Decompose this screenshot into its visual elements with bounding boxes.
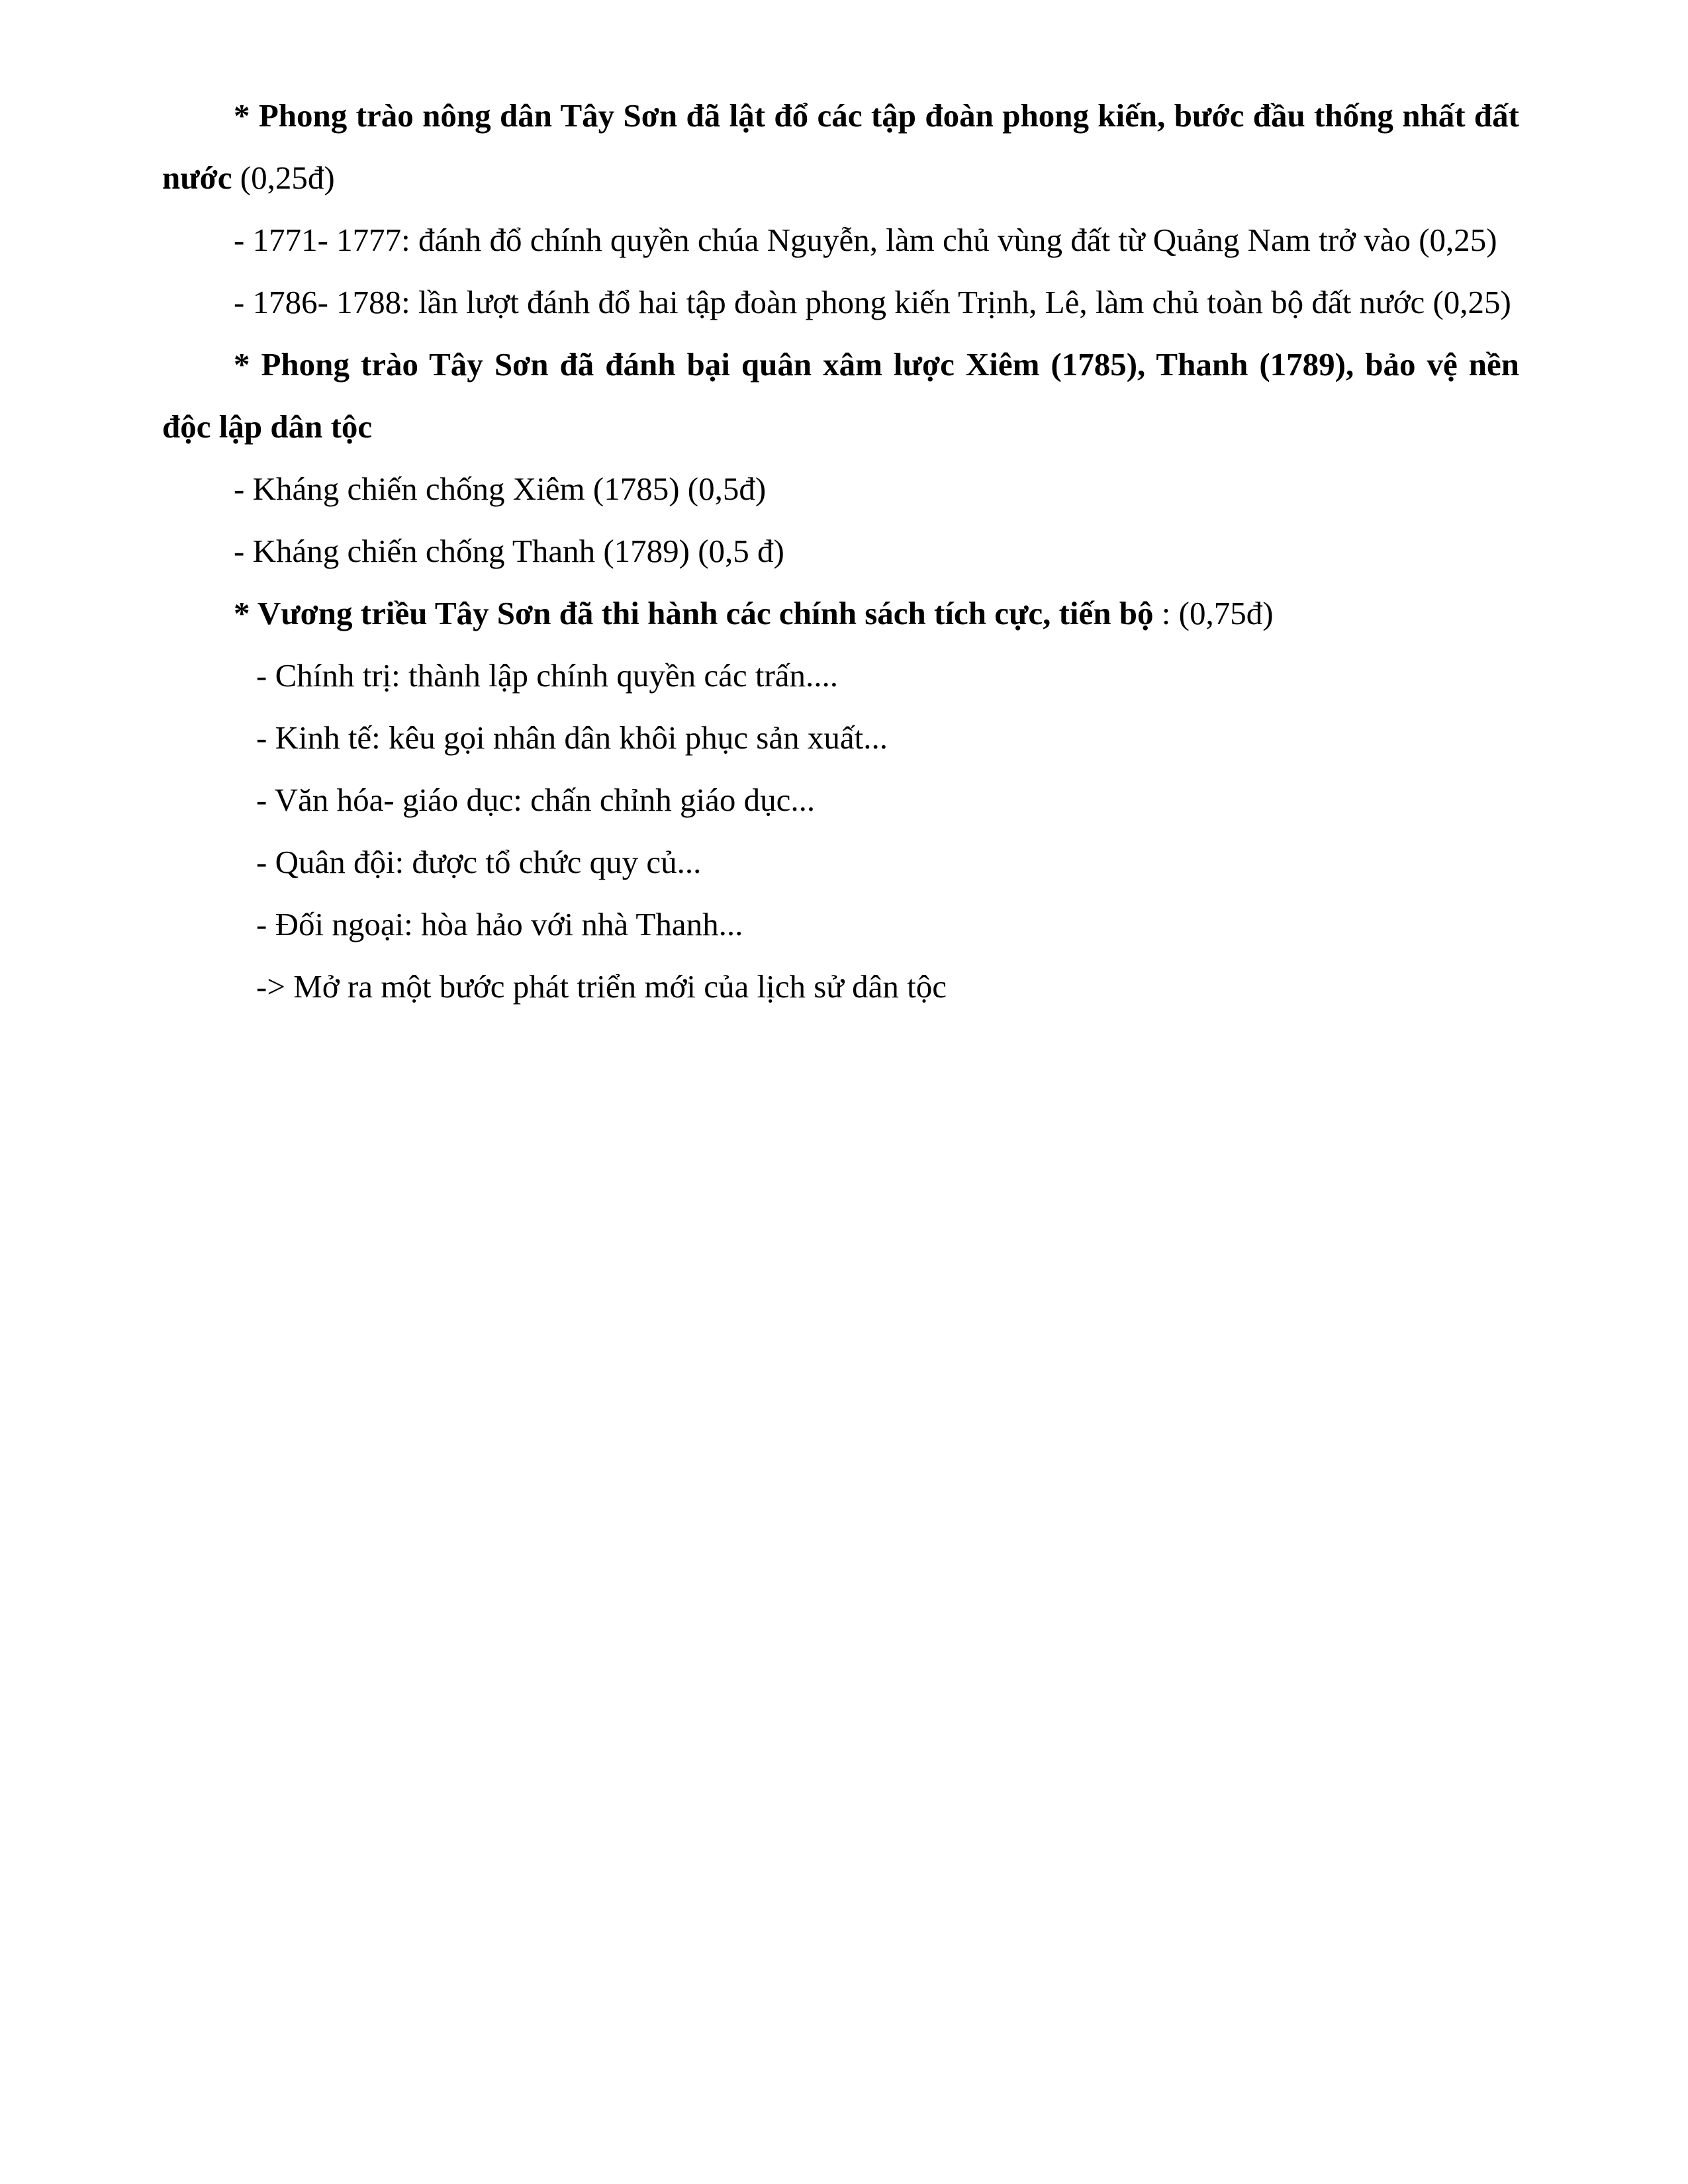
section-3-item: - Kinh tế: kêu gọi nhân dân khôi phục sản xuất... — [256, 719, 888, 756]
section-3-item: - Chính trị: thành lập chính quyền các trấn.... — [256, 657, 839, 694]
section-3-item: - Quân đội: được tổ chức quy củ... — [256, 844, 702, 880]
section-2-item: - Kháng chiến chống Thanh (1789) (0,5 đ) — [234, 533, 784, 569]
section-3-item: - Đối ngoại: hòa hảo với nhà Thanh... — [256, 906, 743, 942]
section-1-heading-text: * Phong trào nông dân Tây Sơn đã lật đổ các tập đoàn phong kiến, bước đầu thống nhất đất nước — [162, 97, 1519, 196]
section-3-heading — [162, 582, 1519, 645]
section-2-heading — [162, 334, 1519, 458]
section-1-heading — [162, 85, 1519, 209]
section-2-item: - Kháng chiến chống Xiêm (1785) (0,5đ) — [234, 471, 767, 507]
section-1-heading-score: (0,25đ) — [232, 159, 335, 196]
section-1-item: - 1786- 1788: lần lượt đánh đổ hai tập đoàn phong kiến Trịnh, Lê, làm chủ toàn bộ đất nước (0,25) — [234, 284, 1511, 320]
document-body — [162, 85, 1519, 1018]
section-3-heading-score: : (0,75đ) — [1153, 595, 1274, 631]
section-3-item: - Văn hóa- giáo dục: chấn chỉnh giáo dục... — [256, 782, 816, 818]
section-2-heading-text: * Phong trào Tây Sơn đã đánh bại quân xâm lược Xiêm (1785), Thanh (1789), bảo vệ nền độc lập dân tộc — [162, 346, 1519, 445]
section-3-heading-text: * Vương triều Tây Sơn đã thi hành các chính sách tích cực, tiến bộ — [234, 595, 1154, 631]
section-1-item: - 1771- 1777: đánh đổ chính quyền chúa Nguyễn, làm chủ vùng đất từ Quảng Nam trở vào (0,25) — [234, 222, 1497, 258]
section-3-conclusion: -> Mở ra một bước phát triển mới của lịch sử dân tộc — [256, 968, 947, 1005]
